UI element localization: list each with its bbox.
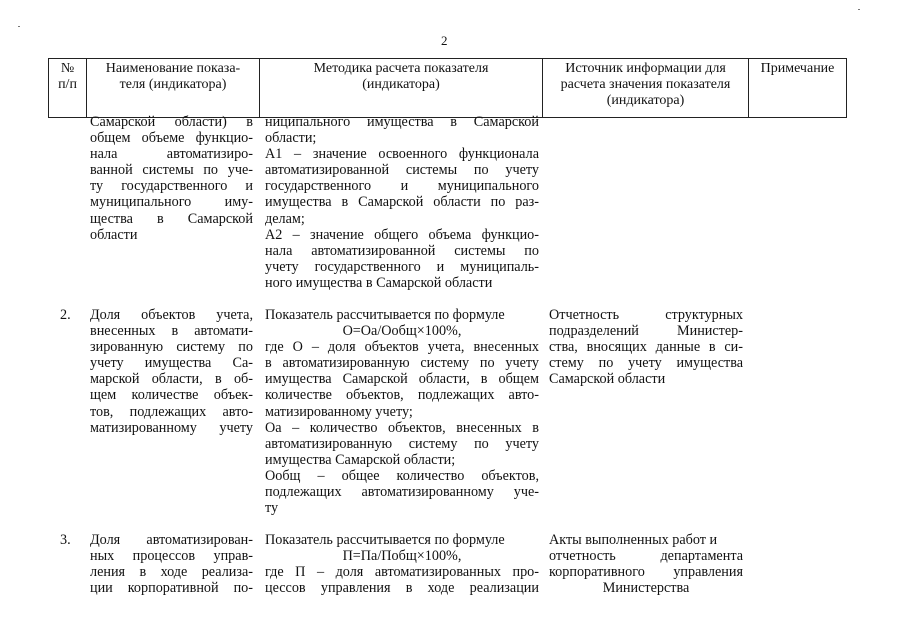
text-line: стему по учету имущества [549,355,743,372]
text-line: нала автоматизиро- [90,146,253,163]
text-line: в автоматизированную систему по учету [265,355,539,372]
row-number: 3. [60,532,71,548]
text-line: щем количестве объек- [90,387,253,404]
header-num [49,59,86,117]
text-line: области; [265,130,317,147]
row2-method [265,307,539,516]
table-header [48,58,847,118]
text-line: Отчетность структурных [549,307,743,323]
header-method-line: (индикатора) [362,77,440,92]
text-line: где П – доля автоматизированных про- [265,564,539,581]
text-line: Самарской области [549,371,666,388]
header-num-line: п/п [58,77,77,92]
row2-source [549,307,743,387]
text-line: щества в Самарской [90,210,253,227]
text-line: нала автоматизированной системы по [265,242,539,259]
text-line: Показатель рассчитывается по формуле [265,532,505,548]
text-line: Показатель рассчитывается по формуле [265,307,505,323]
text-line: автоматизированную систему по учету [265,435,539,452]
text-line: Самарской области) в [90,114,253,130]
text-line: матизированному учету; [265,403,413,420]
row3-num [60,532,71,548]
text-line: количестве объектов, подлежащих авто- [265,387,539,404]
text-line: Оа – количество объектов, внесенных в [265,419,539,436]
header-name [87,59,259,117]
header-name-line: Наименование показа- [105,61,241,76]
text-line: учету государственного и муниципаль- [265,258,539,275]
text-line: ления в ходе реализа- [90,564,253,581]
text-line: ного имущества в Самарской области [265,274,493,291]
row1-name [90,114,253,243]
text-line: корпоративного управления [549,564,743,581]
text-line: имущества Самарской области; [265,451,456,468]
text-line: Акты выполненных работ и [549,532,718,548]
header-num-line: № [60,61,75,76]
text-line: внесенных в автомати- [90,323,253,340]
text-line: области [90,226,138,243]
text-line: цессов управления в ходе реализации [265,580,539,597]
text-line: матизированному учету [90,419,253,436]
header-source [543,59,748,117]
row2-num [60,307,71,323]
text-line: ства, вносящих данные в си- [549,339,743,356]
text-line: Ообщ – общее количество объектов, [265,467,539,484]
text-line: ниципального имущества в Самарской [265,114,539,130]
text-line: подлежащих автоматизированному уче- [265,484,539,501]
row1-method [265,114,539,291]
header-note [749,59,846,117]
header-method-line: Методика расчета показателя [313,61,489,76]
header-source-line: расчета значения показателя [560,77,731,92]
text-line: зированную систему по [90,339,253,356]
scan-mark [858,9,860,10]
text-line: делам; [265,210,305,227]
row-number: 2. [60,307,71,323]
text-line: ции корпоративной по- [90,580,253,597]
text-line: имущества в Самарской области по раз- [265,194,539,211]
text-line: имущества Самарской области, в общем [265,371,539,388]
header-name-line: теля (индикатора) [119,77,227,92]
text-line: ванной системы по уче- [90,162,253,179]
text-line: А2 – значение общего объема функцио- [265,226,539,243]
row3-source [549,532,743,596]
text-line: А1 – значение освоенного функционала [265,146,539,163]
scan-mark [18,26,20,27]
text-line: автоматизированной системы по учету [265,162,539,179]
text-line: тов, подлежащих авто- [90,403,253,420]
text-line: Доля объектов учета, [90,307,253,323]
text-line: учету имущества Са- [90,355,253,372]
text-line: Доля автоматизирован- [90,532,253,548]
formula: П=Па/Побщ×100%, [342,548,462,565]
row3-name [90,532,253,596]
text-line: ных процессов управ- [90,548,253,565]
formula: О=Оа/Ообщ×100%, [342,323,462,340]
header-source-line: Источник информации для [565,61,726,76]
row2-name [90,307,253,436]
text-line: ту государственного и [90,178,253,195]
text-line: Министерства [602,580,690,597]
text-line: где О – доля объектов учета, внесенных [265,339,539,356]
header-method [260,59,542,117]
text-line: общем объеме функцио- [90,130,253,147]
page-number: 2 [441,33,448,48]
text-line: отчетность департамента [549,548,743,565]
text-line: ту [265,500,279,517]
text-line: муниципального иму- [90,194,253,211]
row3-method [265,532,539,596]
header-source-line: (индикатора) [606,93,685,108]
text-line: подразделений Министер- [549,323,743,340]
text-line: государственного и муниципального [265,178,539,195]
header-note-line: Примечание [760,61,835,76]
text-line: марской области, в об- [90,371,253,388]
